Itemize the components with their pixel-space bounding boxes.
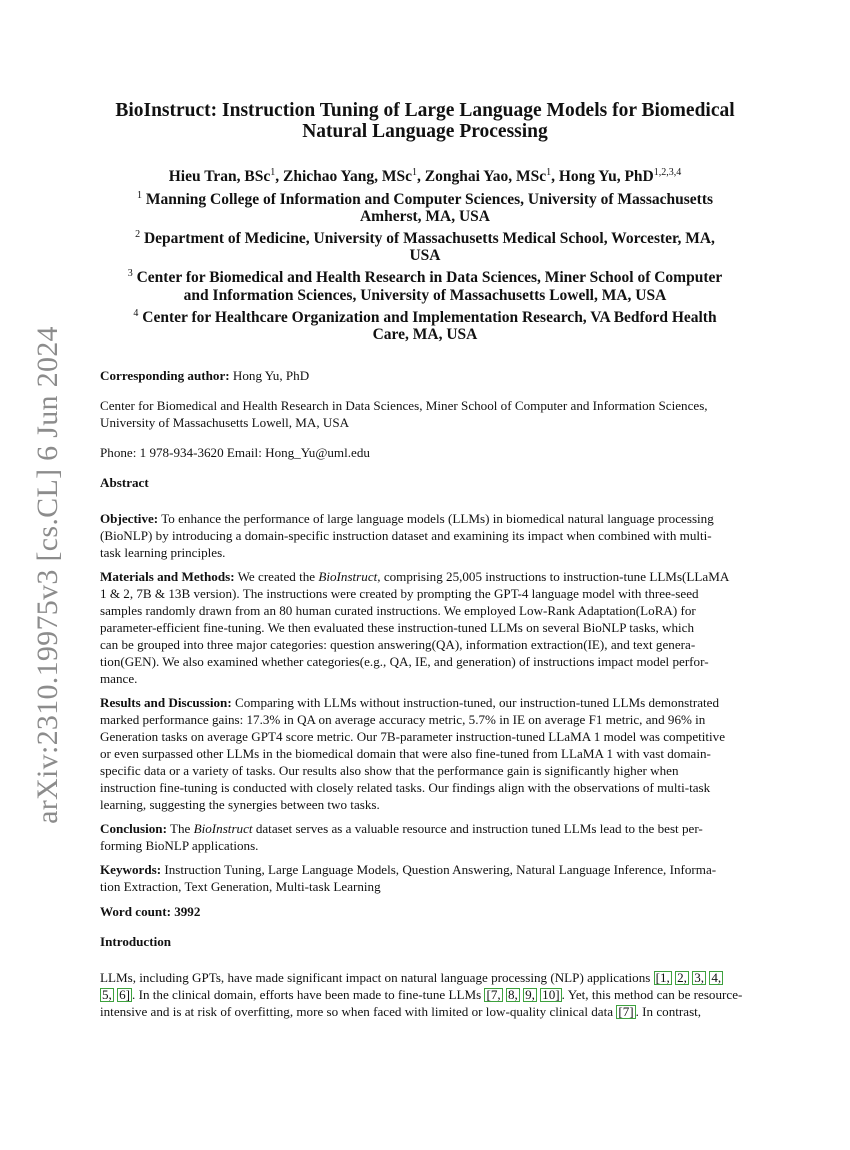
keywords <box>100 861 750 895</box>
title-line-1: BioInstruct: Instruction Tuning of Large Language Models for Biomedical <box>115 100 735 121</box>
results-line: marked performance gains: 17.3% in QA on average accuracy metric, 5.7% in IE on average F1 metric, and 96% in <box>100 711 706 727</box>
conclusion-line: forming BioNLP applications. <box>100 837 259 853</box>
results-line: Comparing with LLMs without instruction-tuned, our instruction-tuned LLMs demonstrated <box>231 694 720 710</box>
affiliation-line: Center for Biomedical and Health Research in Data Sciences, Miner School of Computer <box>136 269 723 287</box>
affiliation-3 <box>100 265 750 303</box>
email-underscore: _ <box>294 444 301 460</box>
citation-link[interactable]: 8, <box>507 986 518 1002</box>
paper-page <box>100 100 750 1020</box>
affiliation-1 <box>100 187 750 225</box>
affiliation-sup: 3 <box>127 268 133 280</box>
intro-text: . In the clinical domain, efforts have been made to fine-tune LLMs <box>132 986 485 1002</box>
results-line: or even surpassed other LLMs in the biomedical domain that were also fine-tuned from LLaMA 1 with vast domain- <box>100 745 711 761</box>
affiliation-4 <box>100 305 750 343</box>
dataset-name: BioInstruct <box>193 820 253 836</box>
results-line: instruction fine-tuning is conducted with closely related tasks. Our findings align with the observations of multi-task <box>100 779 711 795</box>
affiliation-line: Manning College of Information and Computer Sciences, University of Massachusetts <box>145 191 714 209</box>
conclusion-text: dataset serves as a valuable resource and instruction tuned LLMs lead to the best per- <box>252 820 703 836</box>
affiliation-line: and Information Sciences, University of Massachusetts Lowell, MA, USA <box>183 286 667 304</box>
title-line-2: Natural Language Processing <box>302 121 548 142</box>
citation-link[interactable]: [7, <box>486 986 501 1002</box>
author-name: Zonghai Yao, MSc <box>424 168 547 186</box>
affiliation-2 <box>100 226 750 264</box>
affiliation-line: Center for Healthcare Organization and Implementation Research, VA Bedford Health <box>142 308 717 326</box>
intro-text: . In contrast, <box>635 1003 702 1019</box>
citation-link[interactable]: [1, <box>655 969 670 985</box>
methods-line: tion(GEN). We also examined whether categories(e.g., QA, IE, and generation) of instructions impact model perfor- <box>100 653 709 669</box>
objective-line: (BioNLP) by introducing a domain-specific instruction dataset and examining its impact when combined with multi- <box>100 527 712 543</box>
methods-label: Materials and Methods: <box>100 568 235 584</box>
citation-link[interactable]: [7] <box>618 1003 634 1019</box>
citation-link[interactable]: 10] <box>542 986 560 1002</box>
author-list: Hieu Tran, BSc$^1$, Zhichao Yang, MSc$^1$, Zonghai Yao, MSc$^1$, Hong Yu, PhD$^{1,2,3,4}$ <box>168 167 682 186</box>
methods-line: parameter-efficient fine-tuning. We then evaluated these instruction-tuned LLMs on several BioNLP tasks, which <box>100 619 695 635</box>
abstract-conclusion <box>100 820 750 854</box>
methods-line: 1 & 2, 7B & 13B version). The instructions were created by prompting the GPT-4 language model with three-seed <box>100 585 699 601</box>
intro-text: . Yet, this method can be resource- <box>561 986 743 1002</box>
affiliation-line: Amherst, MA, USA <box>359 208 490 226</box>
author-sup: 1 <box>546 167 552 178</box>
citation-link[interactable]: 6] <box>119 986 131 1002</box>
results-label: Results and Discussion: <box>100 694 232 710</box>
author-sup: 1,2,3,4 <box>653 167 682 178</box>
citation-link[interactable]: 4, <box>711 969 722 985</box>
objective-line: task learning principles. <box>100 544 226 560</box>
email-domain: Yu@uml.edu <box>300 444 370 460</box>
methods-text: We created the <box>234 568 319 584</box>
objective-line: To enhance the performance of large language models (LLMs) in biomedical natural language processing <box>158 510 714 526</box>
methods-line: samples randomly drawn from an 80 human curated instructions. We employed Low-Rank Adaptation(LoRA) for <box>100 602 696 618</box>
intro-text: intensive and is at risk of overfitting, more so when faced with limited or low-quality clinical data <box>100 1003 617 1019</box>
abstract-heading: Abstract <box>100 474 149 490</box>
affiliation-line: USA <box>409 247 441 265</box>
corresponding-name: Hong Yu, PhD <box>232 367 310 383</box>
word-count: Word count: 3992 <box>100 903 201 919</box>
arxiv-identifier: arXiv:2310.19975v3 [cs.CL] 6 Jun 2024 <box>31 326 64 824</box>
author-name: Zhichao Yang, MSc <box>282 168 413 186</box>
address-line: University of Massachusetts Lowell, MA, USA <box>100 414 350 430</box>
contact-phone-email: Phone: 1 978-934-3620 Email: Hong <box>100 444 295 460</box>
abstract-objective <box>100 510 750 561</box>
methods-line: can be grouped into three major categories: question answering(QA), information extraction(IE), and text genera- <box>100 636 696 652</box>
results-line: specific data or a variety of tasks. Our results also show that the performance gain is significantly higher when <box>100 762 679 778</box>
abstract-results <box>100 694 750 813</box>
introduction-heading: Introduction <box>100 933 172 949</box>
affiliation-line: Care, MA, USA <box>372 325 478 343</box>
corresponding-label: Corresponding author: <box>100 367 230 383</box>
results-line: learning, suggesting the synergies between two tasks. <box>100 796 380 812</box>
keywords-label: Keywords: <box>100 861 162 877</box>
citation-link[interactable]: 9, <box>525 986 535 1002</box>
affiliation-sup: 4 <box>133 307 139 319</box>
author-name: Hong Yu, PhD <box>558 168 654 186</box>
author-sup: 1 <box>270 167 276 178</box>
citation-link[interactable]: 3, <box>694 969 705 985</box>
author-name: Hieu Tran, BSc <box>168 168 271 186</box>
introduction-paragraph <box>100 969 750 1020</box>
affiliation-line: Department of Medicine, University of Massachusetts Medical School, Worcester, MA, <box>143 230 715 248</box>
dataset-name: BioInstruct <box>318 568 378 584</box>
affiliation-sup: 1 <box>136 190 142 202</box>
citation-link[interactable]: 5, <box>102 986 112 1002</box>
corresponding-author <box>100 367 750 384</box>
address <box>100 397 750 431</box>
keywords-line: Instruction Tuning, Large Language Models, Question Answering, Natural Language Inference, Informa- <box>161 861 717 877</box>
contact-line <box>100 444 750 461</box>
results-line: Generation tasks on average GPT4 score metric. Our 7B-parameter instruction-tuned LLaMA 1 model was competitive <box>100 728 726 744</box>
citation-link[interactable]: 2, <box>677 969 687 985</box>
methods-text: , comprising 25,005 instructions to instruction-tune LLMs(LLaMA <box>377 568 730 584</box>
abstract-methods <box>100 568 750 687</box>
intro-text: LLMs, including GPTs, have made significant impact on natural language processing (NLP) applications <box>100 969 654 985</box>
conclusion-text: The <box>166 820 194 836</box>
author-sup: 1 <box>412 167 418 178</box>
paper-title <box>100 100 750 142</box>
affiliation-sup: 2 <box>135 229 141 241</box>
address-line: Center for Biomedical and Health Research in Data Sciences, Miner School of Computer and Information Sciences, <box>100 397 708 413</box>
keywords-line: tion Extraction, Text Generation, Multi-task Learning <box>100 878 381 894</box>
methods-line: mance. <box>100 670 138 686</box>
conclusion-label: Conclusion: <box>100 820 167 836</box>
objective-label: Objective: <box>100 510 159 526</box>
